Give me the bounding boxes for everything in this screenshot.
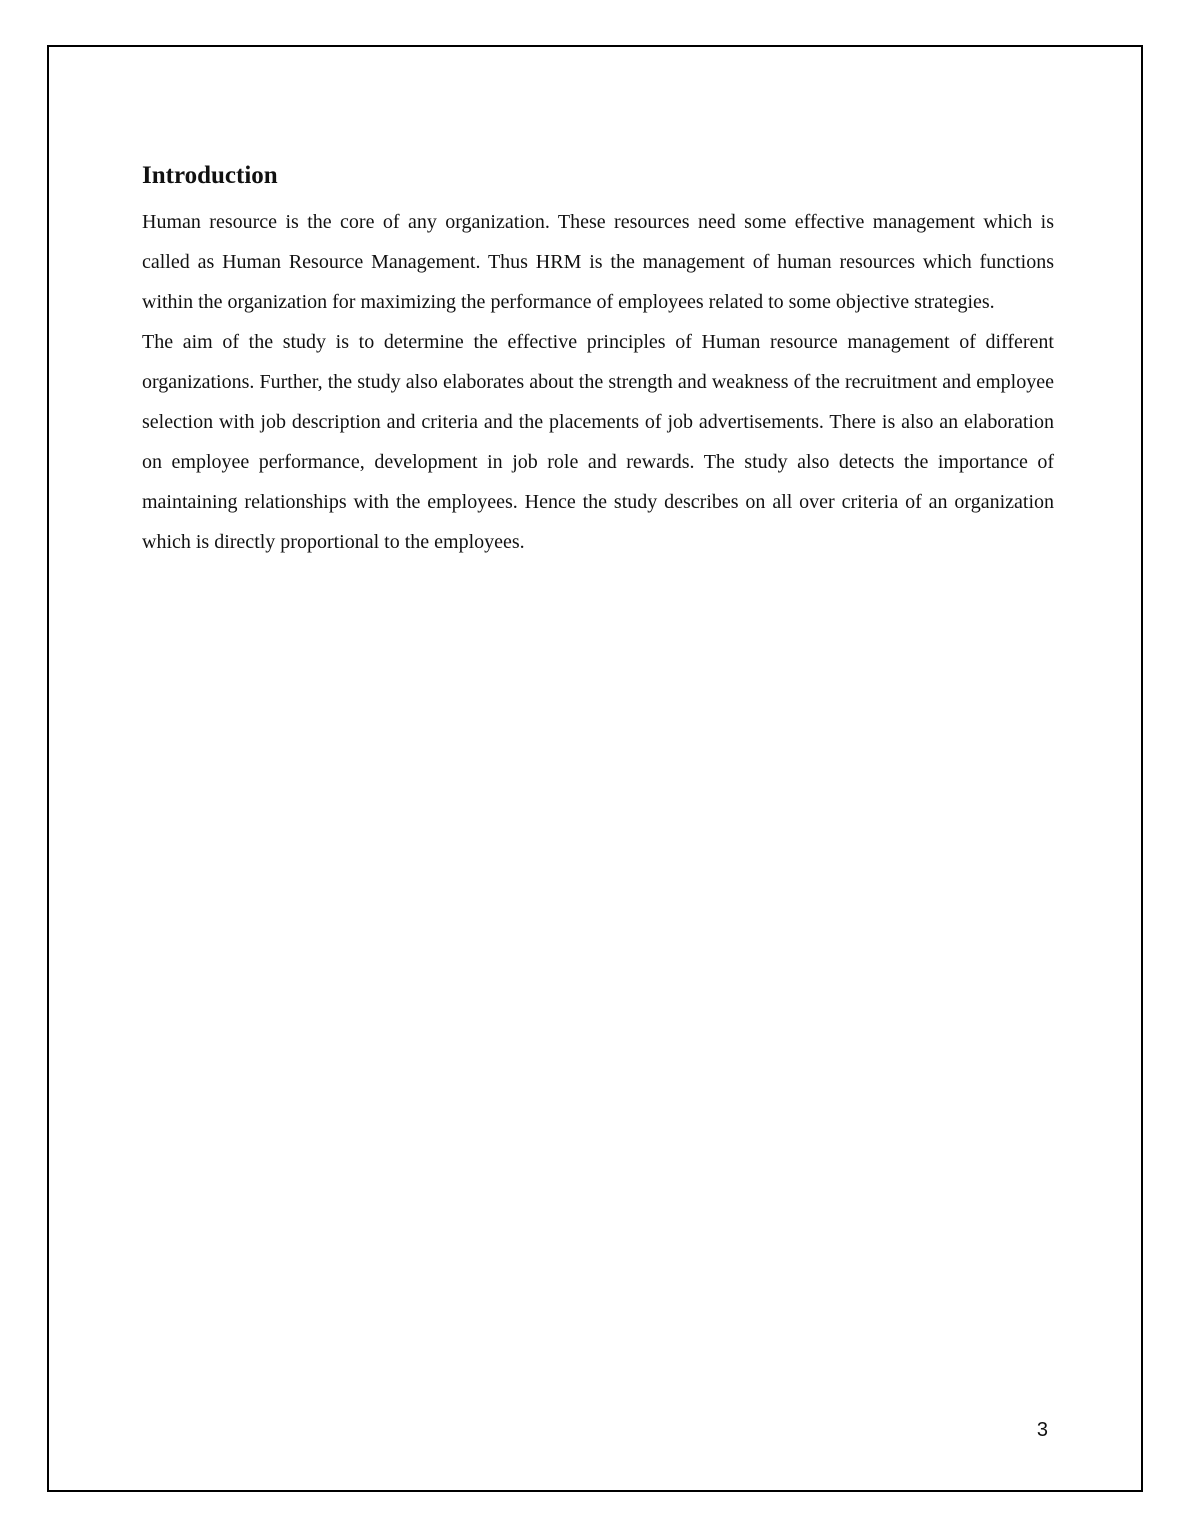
section-heading: Introduction	[142, 162, 278, 189]
page-number: 3	[1036, 1419, 1048, 1441]
page-border	[47, 45, 1143, 1492]
page-content	[142, 162, 1054, 562]
paragraph-2: The aim of the study is to determine the effective principles of Human resource management of different organizations. Further, the study also elaborates about the strength and weakness of the recruitment and employee selection with job description and criteria and the placements of job advertisements. There is also an elaboration on employee performance, development in job role and rewards. The study also detects the importance of maintaining relationships with the employees. Hence the study describes on all over criteria of an organization which is directly proportional to the employees.	[142, 331, 1054, 553]
paragraph-1: Human resource is the core of any organization. These resources need some effective management which is called as Human Resource Management. Thus HRM is the management of human resources which functions within the organization for maximizing the performance of employees related to some objective strategies.	[142, 211, 1054, 313]
